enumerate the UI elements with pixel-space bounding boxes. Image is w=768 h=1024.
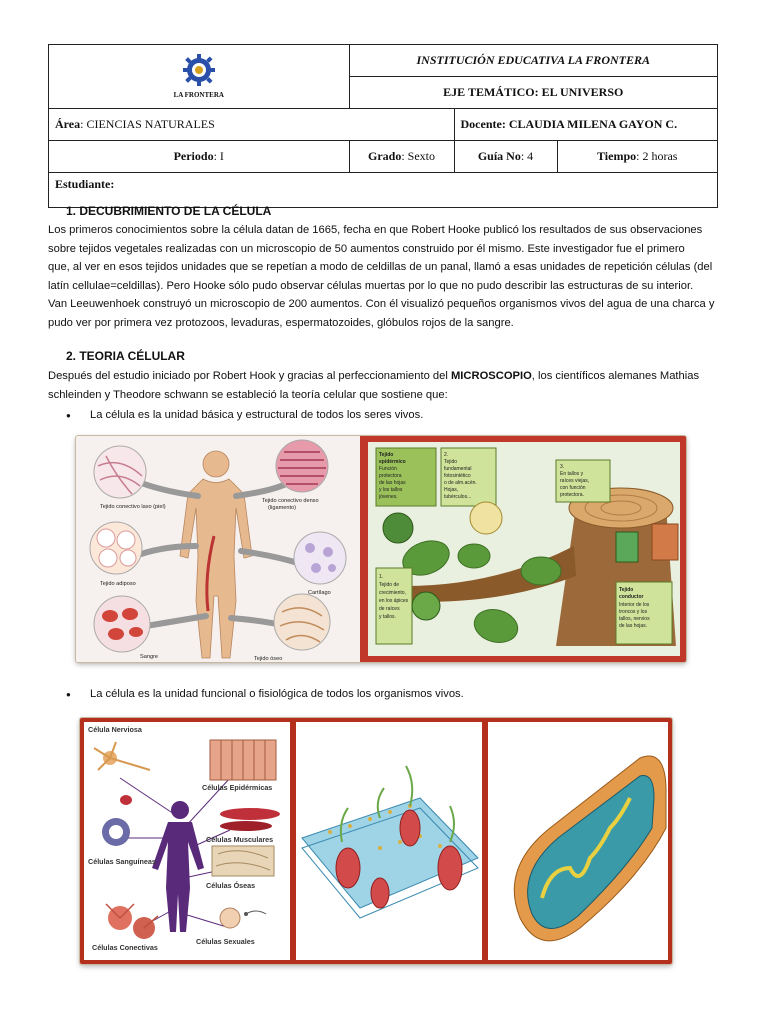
label-epi-4: protectora xyxy=(379,473,402,479)
time-value: : 2 horas xyxy=(636,149,678,163)
institution-name: INSTITUCIÓN EDUCATIVA LA FRONTERA xyxy=(416,53,650,67)
section2-paragraph xyxy=(48,367,724,404)
period-cell xyxy=(49,141,350,173)
label-cond-6: de las hojas. xyxy=(619,623,648,629)
label-cond-3: Interior de los xyxy=(619,602,650,608)
tissue-circle-adiposo xyxy=(90,522,142,574)
school-logo xyxy=(55,54,343,99)
period-value: : I xyxy=(213,149,224,163)
section2-title: 2. TEORIA CÉLULAR xyxy=(66,349,185,363)
tissue-circle-denso xyxy=(276,440,328,492)
area-value: : CIENCIAS NATURALES xyxy=(80,117,215,131)
label-adiposo: Tejido adiposo xyxy=(100,581,136,587)
label-cond-4: troncos y los xyxy=(619,609,648,615)
student-label: Estudiante: xyxy=(55,177,115,191)
teacher-label: Docente xyxy=(460,117,502,131)
label-t3-5: protectora. xyxy=(560,492,584,498)
label-epi-2: epidérmico xyxy=(379,459,406,465)
guide-label: Guía No xyxy=(477,149,521,163)
label-fund-4: fotosintético xyxy=(444,473,471,479)
tissue-circle-laxo xyxy=(94,446,146,498)
area-cell xyxy=(49,109,455,141)
label-nerviosa: Célula Nerviosa xyxy=(88,725,142,734)
header-table xyxy=(48,44,718,208)
label-epi-5: de las hojas xyxy=(379,480,406,486)
period-label: Periodo xyxy=(173,149,214,163)
label-fund-3: fundamental xyxy=(444,466,472,472)
paragraph-line: sobre tejidos vegetales realizadas con un microscopio de 50 aumentos construido por él mismo. Este investigador fue el primero xyxy=(48,242,685,255)
section1-title: 1. DECUBRIMIENTO DE LA CÉLULA xyxy=(66,204,272,218)
label-denso-sub: (ligamento) xyxy=(268,505,296,511)
institution-cell xyxy=(349,45,718,77)
label-t1-2: Tejido de xyxy=(379,582,400,588)
paragraph-line: latín cellulae=celdillas). Pero Hooke sólo pudo observar células muertas por lo que no pudo describir las estructuras de su interior. xyxy=(48,279,694,292)
student-cell xyxy=(49,173,718,208)
guide-value: : 4 xyxy=(520,149,534,163)
logo-text: LA FRONTERA xyxy=(173,91,224,99)
grade-value: : Sexto xyxy=(401,149,435,163)
tissue-circle-cartilago xyxy=(294,532,346,584)
line1-text-end: , los científicos alemanes Mathias xyxy=(531,370,700,382)
paragraph-line: Los primeros conocimientos sobre la célula datan de 1665, fecha en que Robert Hooke publicó los resultados de sus observaciones xyxy=(48,224,703,236)
bullet-text: La célula es la unidad funcional o fisiológica de todos los organismos vivos. xyxy=(90,688,464,700)
label-fund-1: 2. xyxy=(444,452,449,458)
label-epi-7: jóvenes. xyxy=(379,494,398,500)
label-epidermicas: Células Epidérmicas xyxy=(202,783,273,792)
time-label: Tiempo xyxy=(597,149,637,163)
paragraph-line: schleinden y Theodore schwann se estableció la teoría celular que sostiene que: xyxy=(48,388,448,401)
figure-functional-cells xyxy=(80,718,672,964)
label-epi-3: Función xyxy=(379,466,397,472)
area-label: Área xyxy=(55,117,81,131)
bullet-structural xyxy=(70,409,423,421)
label-sexuales: Células Sexuales xyxy=(196,937,255,946)
label-sangre: Sangre xyxy=(140,654,159,660)
paragraph-line: que, al ver en esos tejidos unidades que se repetían a modo de celdillas de un panal, llamó a esas unidades de repetición células (del xyxy=(48,261,713,273)
label-laxo: Tejido conectivo laxo (piel) xyxy=(100,504,166,510)
gear-logo-icon xyxy=(177,54,221,90)
label-cond-1: Tejido xyxy=(619,587,634,593)
epidermal-cells xyxy=(210,740,276,780)
label-cartilago: Cartílago xyxy=(308,590,331,596)
figure-tissues xyxy=(76,436,686,662)
label-fund-7: tubérculos... xyxy=(444,494,472,500)
label-t3-4: con función xyxy=(560,485,586,491)
grade-cell xyxy=(349,141,454,173)
label-oseo: Tejido óseo xyxy=(254,656,283,662)
label-denso: Tejido conectivo denso xyxy=(262,498,319,504)
label-conectivas: Células Conectivas xyxy=(92,943,158,952)
time-cell xyxy=(557,141,718,173)
bone-cells xyxy=(212,846,274,876)
tissue-circle-oseo xyxy=(274,594,330,650)
tissues-illustration xyxy=(76,436,686,662)
label-cond-2: conductor xyxy=(619,594,644,600)
tissue-circle-sangre xyxy=(94,596,150,652)
paragraph-line xyxy=(48,367,724,386)
label-sanguineas: Células Sanguíneas xyxy=(88,857,156,866)
section1-paragraph xyxy=(48,221,724,332)
label-fund-5: o de alm.acén. xyxy=(444,480,477,486)
theme-cell xyxy=(349,77,718,109)
guide-cell xyxy=(454,141,557,173)
label-epi-6: y los tallos xyxy=(379,487,403,493)
paragraph-line: pudo ver por primera vez protozoos, levaduras, espermatozoides, glóbulos rojos de la sangre. xyxy=(48,316,514,329)
label-t1-5: de raíces xyxy=(379,606,400,612)
label-cond-5: tallos, nervios xyxy=(619,616,650,622)
logo-cell xyxy=(49,45,350,109)
label-t1-6: y tallos. xyxy=(379,614,396,620)
label-fund-6: Hojas, xyxy=(444,487,459,493)
label-t3-1: 3. xyxy=(560,464,565,470)
label-t3-3: raíces viejas, xyxy=(560,478,590,484)
teacher-cell xyxy=(454,109,718,141)
label-t1-3: crecimiento, xyxy=(379,590,406,596)
label-epi-1: Tejido xyxy=(379,452,394,458)
microscope-term: MICROSCOPIO xyxy=(450,370,532,382)
label-musculares: Células Musculares xyxy=(206,835,274,844)
grade-label: Grado xyxy=(367,149,402,163)
theme-title: EJE TEMÁTICO: EL UNIVERSO xyxy=(443,85,624,99)
label-fund-2: Tejido xyxy=(444,459,458,465)
paragraph-line: Van Leeuwenhoek construyó un microscopio de 200 aumentos. Con él visualizó pequeños organismos vivos del agua de una charca y xyxy=(48,298,715,310)
label-oseas: Células Óseas xyxy=(206,881,256,890)
teacher-value: : CLAUDIA MILENA GAYON C. xyxy=(501,117,678,131)
label-t1-4: en los ápices xyxy=(379,598,409,604)
functional-cells-illustration xyxy=(80,718,672,964)
bullet-functional xyxy=(70,688,464,700)
line1-text: Después del estudio iniciado por Robert Hook y gracias al perfeccionamiento del xyxy=(48,370,451,382)
bullet-text: La célula es la unidad básica y estructural de todos los seres vivos. xyxy=(90,409,424,421)
label-t1-1: 1. xyxy=(379,574,384,580)
label-t3-2: En tallos y xyxy=(560,471,584,477)
